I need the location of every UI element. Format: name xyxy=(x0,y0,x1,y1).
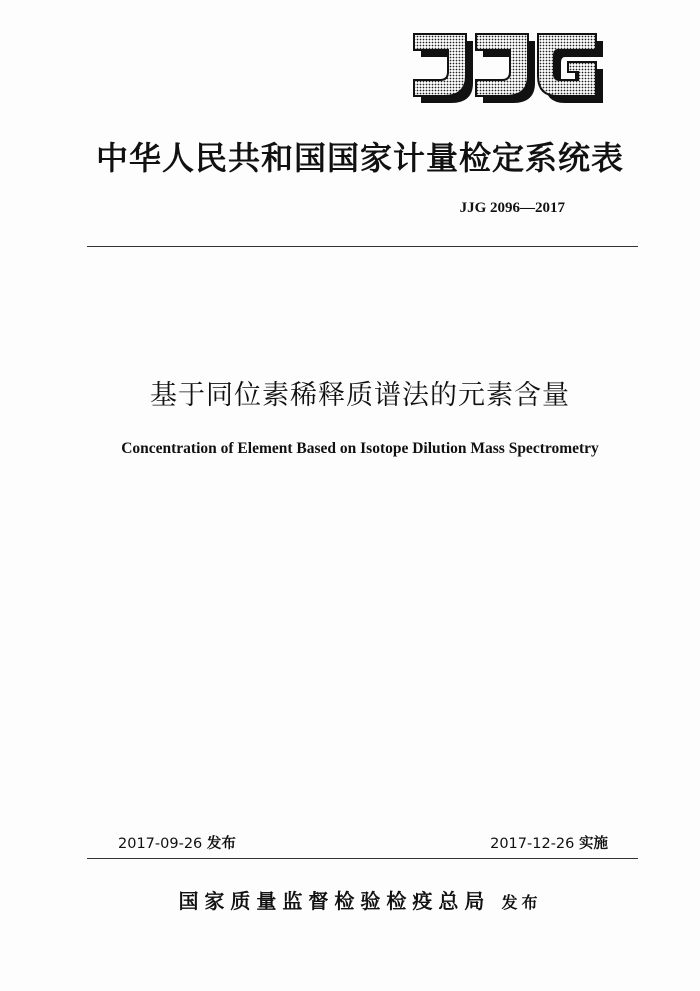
issue-date-line xyxy=(118,832,236,853)
issue-date: 2017-09-26 xyxy=(118,836,203,852)
issue-label: 发布 xyxy=(206,836,236,852)
publisher xyxy=(60,885,660,914)
publisher-name: 国家质量监督检验检疫总局 xyxy=(178,889,491,913)
series-title: 中华人民共和国国家计量检定系统表 xyxy=(95,139,624,177)
implement-date-line xyxy=(490,832,608,853)
bottom-divider xyxy=(87,858,638,859)
publisher-suffix: 发布 xyxy=(501,893,542,912)
implement-date: 2017-12-26 xyxy=(490,836,575,852)
jjg-logo xyxy=(410,32,606,106)
title-chinese: 基于同位素稀释质谱法的元素含量 xyxy=(150,380,570,411)
top-divider xyxy=(87,246,638,247)
title-english: Concentration of Element Based on Isotope Dilution Mass Spectrometry xyxy=(121,440,599,457)
document-code: JJG 2096—2017 xyxy=(459,200,565,216)
jjg-logo-graphic xyxy=(410,32,606,106)
implement-label: 实施 xyxy=(579,836,608,852)
